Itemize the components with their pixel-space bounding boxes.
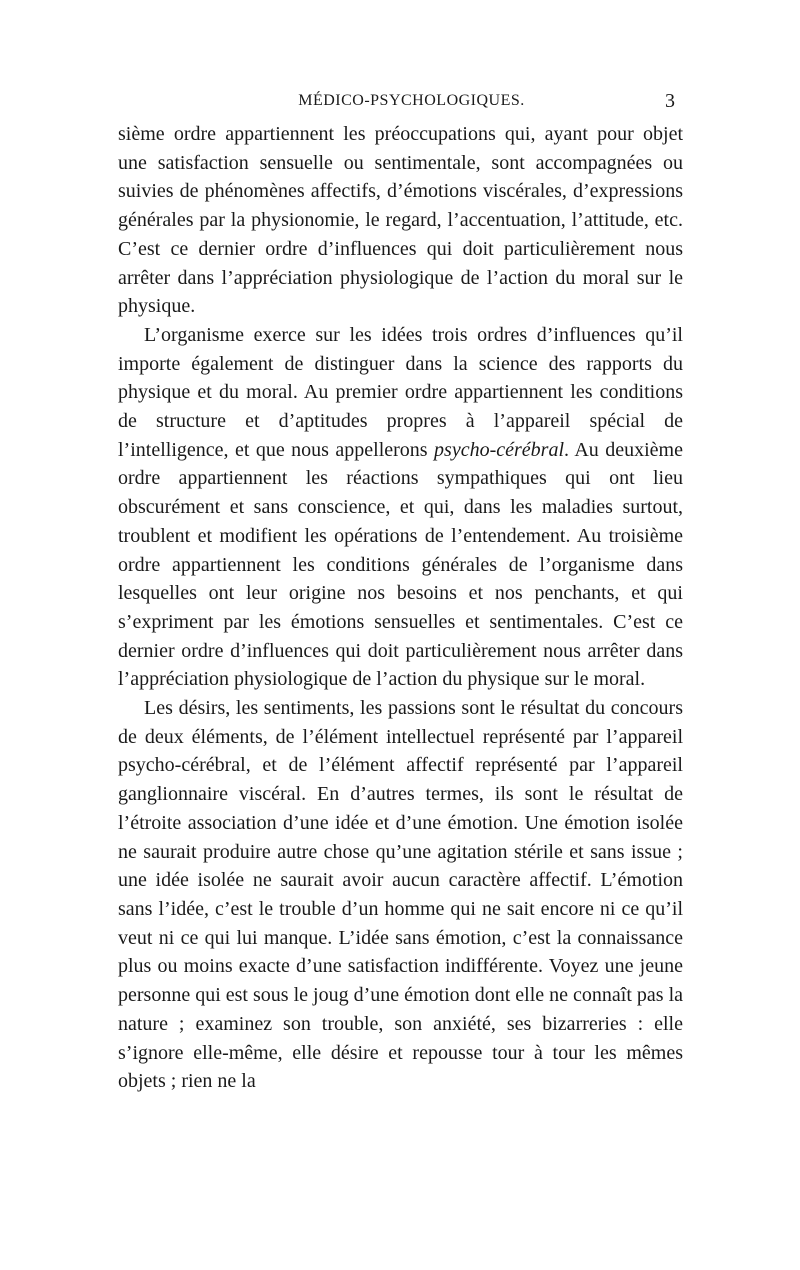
paragraph-text: L’organisme exerce sur les idées trois ordres d’influences qu’il importe également de distinguer dans la science des rapports du physique et du moral. Au premier ordre appartiennent les conditions de structure et d’aptitudes propres à l’appareil spécial de l’intelligence, et que nous appellerons (118, 323, 683, 461)
paragraph-organism-influences (118, 321, 683, 694)
paragraph-text: . Au deuxième ordre appartiennent les réactions sympathiques qui ont lieu obscurément et sans conscience, et qui, dans les maladies surtout, troublent et modifient les opérations de l’entendement. Au troisième ordre appartiennent les conditions générales de l’organisme dans lesquelles ont leur origine nos besoins et nos penchants, et qui s’expriment par les émotions sensuelles et sentimentales. C’est ce dernier ordre d’influences qui doit particulièrement nous arrêter dans l’appréciation physiologique de l’action du physique sur le moral. (118, 438, 683, 691)
running-title: MÉDICO-PSYCHOLOGIQUES. (298, 92, 525, 109)
body-text (118, 120, 683, 1096)
running-header (118, 92, 683, 118)
page-number: 3 (665, 90, 675, 112)
book-page (118, 92, 683, 1096)
italic-term: psycho-cérébral (434, 438, 564, 461)
paragraph-desires-passions: Les désirs, les sentiments, les passions sont le résultat du concours de deux éléments, de l’élément intellectuel représenté par l’appareil psycho-cérébral, et de l’élément affectif représenté par l’appareil ganglionnaire viscéral. En d’autres termes, ils sont le résultat de l’étroite association d’une idée et d’une émotion. Une émotion isolée ne saurait produire autre chose qu’une agitation stérile et sans issue ; une idée isolée ne saurait avoir aucun caractère affectif. L’émotion sans l’idée, c’est le trouble d’un homme qui ne sait encore ni ce qu’il veut ni ce qui lui manque. L’idée sans émotion, c’est la connaissance plus ou moins exacte d’une satisfaction indifférente. Voyez une jeune personne qui est sous le joug d’une émotion dont elle ne connaît pas la nature ; examinez son trouble, son anxiété, ses bizarreries : elle s’ignore elle-même, elle désire et repousse tour à tour les mêmes objets ; rien ne la (118, 697, 683, 1093)
paragraph-continuation: sième ordre appartiennent les préoccupations qui, ayant pour objet une satisfaction sensuelle ou sentimentale, sont accompagnées ou suivies de phénomènes affectifs, d’émotions viscérales, d’expressions générales par la physionomie, le regard, l’accentuation, l’attitude, etc. C’est ce dernier ordre d’influences qui doit particulièrement nous arrêter dans l’appréciation physiologique de l’action du moral sur le physique. (118, 123, 683, 318)
